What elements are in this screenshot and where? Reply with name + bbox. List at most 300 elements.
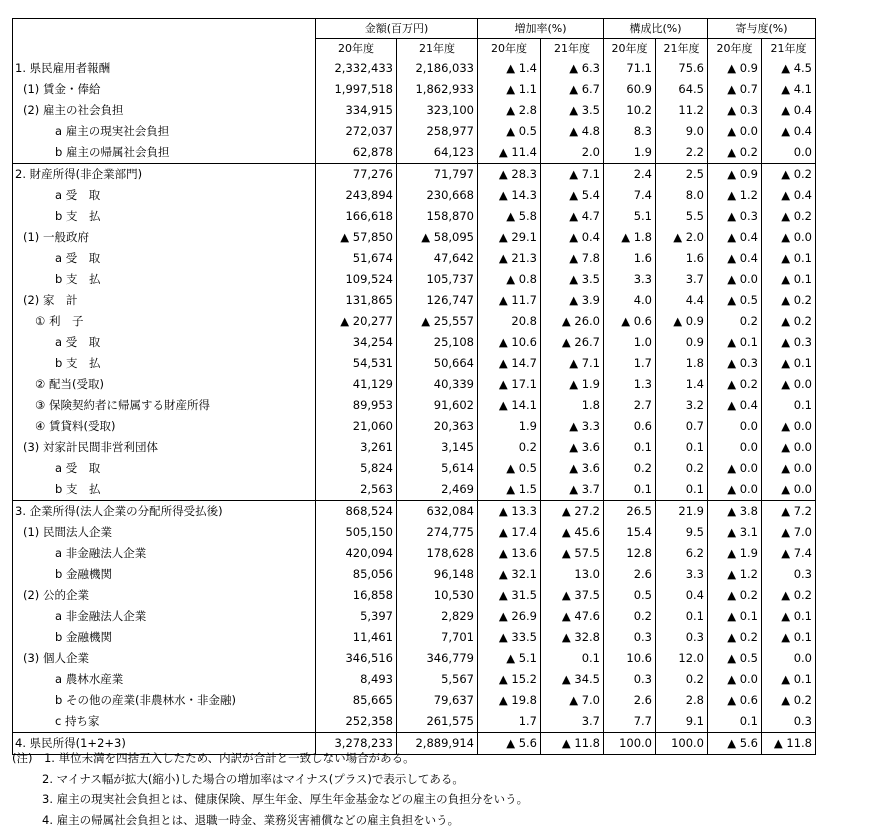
row-label: ③ 保険契約者に帰属する財産所得 xyxy=(35,398,210,412)
table-row xyxy=(13,142,816,164)
row-value: 1.4 xyxy=(656,374,708,395)
row-value: ▲ 31.5 xyxy=(478,585,541,606)
row-value: ▲ 0.0 xyxy=(708,479,762,501)
row-value: 100.0 xyxy=(656,733,708,755)
row-value: ▲ 6.7 xyxy=(541,79,604,100)
row-value: 0.0 xyxy=(708,416,762,437)
row-value: 0.0 xyxy=(708,437,762,458)
table-row xyxy=(13,627,816,648)
header-amount: 金額(百万円) xyxy=(316,19,478,39)
table-row xyxy=(13,501,816,523)
row-value: ▲ 32.1 xyxy=(478,564,541,585)
row-value: 0.3 xyxy=(656,627,708,648)
row-value: 0.1 xyxy=(604,479,656,501)
row-value: 8.0 xyxy=(656,185,708,206)
row-value: ▲ 13.6 xyxy=(478,543,541,564)
table-row xyxy=(13,374,816,395)
row-value: 0.1 xyxy=(656,606,708,627)
row-value: 243,894 xyxy=(316,185,397,206)
row-value: 41,129 xyxy=(316,374,397,395)
row-value: 8,493 xyxy=(316,669,397,690)
row-value: ▲ 0.5 xyxy=(478,458,541,479)
row-value: 0.3 xyxy=(604,669,656,690)
row-value: 0.3 xyxy=(604,627,656,648)
row-value: ▲ 0.2 xyxy=(708,585,762,606)
row-value: ▲ 0.7 xyxy=(708,79,762,100)
row-value: 2.0 xyxy=(541,142,604,164)
row-value: 1.0 xyxy=(604,332,656,353)
row-value: ▲ 0.8 xyxy=(478,269,541,290)
row-value: 5.5 xyxy=(656,206,708,227)
income-distribution-table xyxy=(12,18,816,755)
row-value: ▲ 14.3 xyxy=(478,185,541,206)
row-value: 0.7 xyxy=(656,416,708,437)
row-value: 2.4 xyxy=(604,164,656,186)
table-row xyxy=(13,648,816,669)
row-value: 21,060 xyxy=(316,416,397,437)
row-value: 274,775 xyxy=(397,522,478,543)
table-header xyxy=(13,19,816,59)
row-value: 109,524 xyxy=(316,269,397,290)
row-value: ▲ 0.1 xyxy=(762,627,816,648)
row-value: ▲ 26.9 xyxy=(478,606,541,627)
footnote-line: 3. 雇主の現実社会負担とは、健康保険、厚生年金、厚生年金基金などの雇主の負担分をいう。 xyxy=(42,792,529,806)
row-value: 0.6 xyxy=(604,416,656,437)
row-value: 1,997,518 xyxy=(316,79,397,100)
row-value: ▲ 45.6 xyxy=(541,522,604,543)
row-label: 2. 財産所得(非企業部門) xyxy=(13,164,316,186)
row-value: ▲ 0.4 xyxy=(708,227,762,248)
row-value: 632,084 xyxy=(397,501,478,523)
row-label: b 支 払 xyxy=(55,356,101,370)
row-value: ▲ 0.4 xyxy=(541,227,604,248)
table-row xyxy=(13,100,816,121)
row-value: ▲ 0.3 xyxy=(708,206,762,227)
row-value: ▲ 7.8 xyxy=(541,248,604,269)
row-value: 11.2 xyxy=(656,100,708,121)
row-value: 131,865 xyxy=(316,290,397,311)
row-value: 2,889,914 xyxy=(397,733,478,755)
row-value: ▲ 0.0 xyxy=(708,269,762,290)
row-value: 12.0 xyxy=(656,648,708,669)
row-value: 0.2 xyxy=(478,437,541,458)
row-value: ▲ 34.5 xyxy=(541,669,604,690)
row-value: ▲ 25,557 xyxy=(397,311,478,332)
row-value: ▲ 0.5 xyxy=(478,121,541,142)
row-value: ▲ 5.6 xyxy=(478,733,541,755)
row-value: ▲ 5.4 xyxy=(541,185,604,206)
row-value: 64,123 xyxy=(397,142,478,164)
header-growth-rate: 増加率(%) xyxy=(478,19,604,39)
row-value: 420,094 xyxy=(316,543,397,564)
row-value: 1,862,933 xyxy=(397,79,478,100)
row-value: 16,858 xyxy=(316,585,397,606)
row-value: ▲ 0.4 xyxy=(708,248,762,269)
row-value: ▲ 0.2 xyxy=(708,374,762,395)
row-value: 79,637 xyxy=(397,690,478,711)
row-value: 1.9 xyxy=(604,142,656,164)
table-row xyxy=(13,269,816,290)
row-value: 1.8 xyxy=(541,395,604,416)
table-row xyxy=(13,58,816,79)
row-value: 5,567 xyxy=(397,669,478,690)
row-value: 0.4 xyxy=(656,585,708,606)
row-value: 166,618 xyxy=(316,206,397,227)
row-value: 0.5 xyxy=(604,585,656,606)
row-value: ▲ 0.0 xyxy=(762,227,816,248)
row-value: ▲ 0.3 xyxy=(708,100,762,121)
row-value: 158,870 xyxy=(397,206,478,227)
row-value: 6.2 xyxy=(656,543,708,564)
row-label: 1. 県民雇用者報酬 xyxy=(15,61,111,75)
row-value: 0.1 xyxy=(656,479,708,501)
row-value: ▲ 0.0 xyxy=(762,416,816,437)
row-value: ▲ 19.8 xyxy=(478,690,541,711)
row-value: 252,358 xyxy=(316,711,397,733)
row-value: ▲ 1.9 xyxy=(708,543,762,564)
row-value: ▲ 0.1 xyxy=(762,606,816,627)
table-row xyxy=(13,416,816,437)
row-value: 71.1 xyxy=(604,58,656,79)
row-value: ▲ 0.6 xyxy=(604,311,656,332)
row-value: 2,469 xyxy=(397,479,478,501)
header-year: 20年度 xyxy=(604,39,656,59)
table-row xyxy=(13,79,816,100)
footnote-prefix: (注) xyxy=(12,751,33,765)
row-value: 0.3 xyxy=(762,564,816,585)
row-value: 0.0 xyxy=(762,648,816,669)
row-label: b 支 払 xyxy=(55,209,101,223)
row-label: a 受 取 xyxy=(55,251,101,265)
table-row xyxy=(13,164,816,186)
row-value: ▲ 26.0 xyxy=(541,311,604,332)
header-year: 21年度 xyxy=(397,39,478,59)
row-value: 0.1 xyxy=(541,648,604,669)
row-value: 0.2 xyxy=(604,606,656,627)
table-row xyxy=(13,606,816,627)
row-value: 0.2 xyxy=(708,311,762,332)
row-label: (1) 一般政府 xyxy=(23,230,89,244)
row-value: 1.3 xyxy=(604,374,656,395)
row-value: ▲ 3.9 xyxy=(541,290,604,311)
row-value: 261,575 xyxy=(397,711,478,733)
row-value: ▲ 13.3 xyxy=(478,501,541,523)
row-value: ▲ 4.5 xyxy=(762,58,816,79)
row-value: 5,614 xyxy=(397,458,478,479)
row-value: 50,664 xyxy=(397,353,478,374)
row-value: 15.4 xyxy=(604,522,656,543)
income-table-container xyxy=(12,18,816,755)
row-value: 51,674 xyxy=(316,248,397,269)
row-label: (1) 民間法人企業 xyxy=(23,525,112,539)
row-value: ▲ 2.0 xyxy=(656,227,708,248)
row-label: a 非金融法人企業 xyxy=(55,546,147,560)
row-value: ▲ 58,095 xyxy=(397,227,478,248)
row-label: a 農林水産業 xyxy=(55,672,124,686)
table-row xyxy=(13,711,816,733)
row-value: ▲ 3.3 xyxy=(541,416,604,437)
row-label: b 支 払 xyxy=(55,482,101,496)
row-value: 62,878 xyxy=(316,142,397,164)
row-label: 3. 企業所得(法人企業の分配所得受払後) xyxy=(13,501,316,523)
header-year: 21年度 xyxy=(762,39,816,59)
row-value: ▲ 11.8 xyxy=(762,733,816,755)
row-value: ▲ 17.4 xyxy=(478,522,541,543)
header-composition: 構成比(%) xyxy=(604,19,708,39)
row-value: 10.2 xyxy=(604,100,656,121)
row-value: 10.6 xyxy=(604,648,656,669)
header-year: 20年度 xyxy=(316,39,397,59)
row-value: ▲ 4.7 xyxy=(541,206,604,227)
row-value: ▲ 0.1 xyxy=(708,332,762,353)
row-value: ▲ 0.2 xyxy=(762,206,816,227)
row-value: 85,056 xyxy=(316,564,397,585)
row-value: ▲ 4.8 xyxy=(541,121,604,142)
row-value: 91,602 xyxy=(397,395,478,416)
row-label: (3) 対家計民間非営利団体 xyxy=(23,440,158,454)
row-value: ▲ 0.1 xyxy=(762,248,816,269)
row-value: 0.2 xyxy=(656,458,708,479)
header-year: 20年度 xyxy=(478,39,541,59)
table-row xyxy=(13,353,816,374)
row-value: 26.5 xyxy=(604,501,656,523)
table-row xyxy=(13,458,816,479)
row-value: ▲ 26.7 xyxy=(541,332,604,353)
row-value: 2.6 xyxy=(604,564,656,585)
row-value: 1.6 xyxy=(656,248,708,269)
row-value: ▲ 11.8 xyxy=(541,733,604,755)
row-value: 47,642 xyxy=(397,248,478,269)
row-value: ▲ 0.3 xyxy=(762,332,816,353)
row-value: 230,668 xyxy=(397,185,478,206)
row-value: ▲ 7.0 xyxy=(762,522,816,543)
footnote-line: 4. 雇主の帰属社会負担とは、退職一時金、業務災害補償などの雇主負担をいう。 xyxy=(42,812,460,827)
footnotes xyxy=(12,748,528,830)
row-value: ▲ 1.8 xyxy=(604,227,656,248)
row-value: ▲ 29.1 xyxy=(478,227,541,248)
row-value: 178,628 xyxy=(397,543,478,564)
row-value: 0.2 xyxy=(604,458,656,479)
header-blank xyxy=(13,19,316,59)
header-year: 21年度 xyxy=(656,39,708,59)
table-row xyxy=(13,437,816,458)
row-value: 54,531 xyxy=(316,353,397,374)
row-value: 3.2 xyxy=(656,395,708,416)
row-value: 3.3 xyxy=(604,269,656,290)
row-value: ▲ 6.3 xyxy=(541,58,604,79)
row-label: a 雇主の現実社会負担 xyxy=(55,124,170,138)
table-row xyxy=(13,690,816,711)
row-value: ▲ 1.5 xyxy=(478,479,541,501)
row-value: 9.5 xyxy=(656,522,708,543)
table-row xyxy=(13,311,816,332)
row-value: ▲ 33.5 xyxy=(478,627,541,648)
row-value: 334,915 xyxy=(316,100,397,121)
row-value: ▲ 0.4 xyxy=(762,121,816,142)
row-value: 2.7 xyxy=(604,395,656,416)
row-value: ▲ 14.1 xyxy=(478,395,541,416)
row-value: 3,261 xyxy=(316,437,397,458)
row-value: ▲ 0.1 xyxy=(762,353,816,374)
row-value: ▲ 5.1 xyxy=(478,648,541,669)
row-value: 0.0 xyxy=(762,142,816,164)
row-value: ▲ 0.4 xyxy=(708,395,762,416)
row-value: 20.8 xyxy=(478,311,541,332)
row-label: b 雇主の帰属社会負担 xyxy=(55,145,170,159)
row-value: ▲ 3.5 xyxy=(541,269,604,290)
row-label: (1) 賃金・俸給 xyxy=(23,82,101,96)
row-label: ② 配当(受取) xyxy=(35,377,104,391)
row-value: 89,953 xyxy=(316,395,397,416)
row-label: b 金融機関 xyxy=(55,567,112,581)
row-value: ▲ 7.1 xyxy=(541,353,604,374)
row-value: ▲ 15.2 xyxy=(478,669,541,690)
row-value: 3,278,233 xyxy=(316,733,397,755)
header-contribution: 寄与度(%) xyxy=(708,19,816,39)
row-value: 60.9 xyxy=(604,79,656,100)
row-value: 3.3 xyxy=(656,564,708,585)
row-value: 346,779 xyxy=(397,648,478,669)
table-row xyxy=(13,395,816,416)
row-value: 2.5 xyxy=(656,164,708,186)
row-value: ▲ 0.9 xyxy=(708,58,762,79)
row-value: ▲ 0.4 xyxy=(762,185,816,206)
row-value: ▲ 0.2 xyxy=(762,290,816,311)
table-row xyxy=(13,206,816,227)
row-value: ▲ 0.2 xyxy=(762,690,816,711)
row-value: ▲ 0.3 xyxy=(708,353,762,374)
row-value: ▲ 27.2 xyxy=(541,501,604,523)
row-value: ▲ 2.8 xyxy=(478,100,541,121)
row-value: ▲ 1.9 xyxy=(541,374,604,395)
row-value: 1.6 xyxy=(604,248,656,269)
row-value: 2,332,433 xyxy=(316,58,397,79)
row-value: 0.3 xyxy=(762,711,816,733)
header-year: 21年度 xyxy=(541,39,604,59)
row-value: ▲ 21.3 xyxy=(478,248,541,269)
row-value: 126,747 xyxy=(397,290,478,311)
row-label: 4. 県民所得(1+2+3) xyxy=(13,733,316,755)
row-value: 1.7 xyxy=(604,353,656,374)
row-value: 5,824 xyxy=(316,458,397,479)
row-value: ▲ 11.7 xyxy=(478,290,541,311)
row-value: ▲ 1.4 xyxy=(478,58,541,79)
row-label: a 受 取 xyxy=(55,461,101,475)
row-value: ▲ 0.5 xyxy=(708,648,762,669)
table-row xyxy=(13,121,816,142)
table-row xyxy=(13,585,816,606)
row-value: ▲ 3.8 xyxy=(708,501,762,523)
table-row xyxy=(13,185,816,206)
row-value: ▲ 5.6 xyxy=(708,733,762,755)
row-value: 2,186,033 xyxy=(397,58,478,79)
footnote-line: 2. マイナス幅が拡大(縮小)した場合の増加率はマイナス(プラス)で表示してある。 xyxy=(42,771,464,786)
row-value: ▲ 7.4 xyxy=(762,543,816,564)
row-label: ① 利 子 xyxy=(35,314,84,328)
row-value: ▲ 0.0 xyxy=(762,374,816,395)
row-value: ▲ 0.6 xyxy=(708,690,762,711)
row-value: 3.7 xyxy=(541,711,604,733)
row-value: 96,148 xyxy=(397,564,478,585)
row-label: (2) 公的企業 xyxy=(23,588,89,602)
table-row xyxy=(13,522,816,543)
row-value: ▲ 28.3 xyxy=(478,164,541,186)
row-value: 9.0 xyxy=(656,121,708,142)
row-label: b 金融機関 xyxy=(55,630,112,644)
row-value: ▲ 0.9 xyxy=(708,164,762,186)
row-value: 7.7 xyxy=(604,711,656,733)
row-value: ▲ 0.1 xyxy=(762,269,816,290)
row-value: 3,145 xyxy=(397,437,478,458)
row-label: a 受 取 xyxy=(55,188,101,202)
table-row xyxy=(13,543,816,564)
row-value: ▲ 5.8 xyxy=(478,206,541,227)
row-value: 0.9 xyxy=(656,332,708,353)
row-value: ▲ 4.1 xyxy=(762,79,816,100)
table-row xyxy=(13,248,816,269)
row-label: c 持ち家 xyxy=(55,714,100,728)
row-value: ▲ 0.0 xyxy=(708,669,762,690)
row-label: a 非金融法人企業 xyxy=(55,609,147,623)
row-value: 21.9 xyxy=(656,501,708,523)
row-value: 0.1 xyxy=(656,437,708,458)
row-value: 10,530 xyxy=(397,585,478,606)
row-value: 0.2 xyxy=(656,669,708,690)
row-value: ▲ 57.5 xyxy=(541,543,604,564)
table-row xyxy=(13,332,816,353)
row-value: 77,276 xyxy=(316,164,397,186)
row-value: ▲ 0.1 xyxy=(708,606,762,627)
row-value: ▲ 17.1 xyxy=(478,374,541,395)
row-value: ▲ 47.6 xyxy=(541,606,604,627)
row-value: ▲ 0.2 xyxy=(762,585,816,606)
row-value: 8.3 xyxy=(604,121,656,142)
row-value: ▲ 3.6 xyxy=(541,458,604,479)
row-value: 75.6 xyxy=(656,58,708,79)
footnote-text: 1. 単位未満を四捨五入したため、内訳が合計と一致しない場合がある。 xyxy=(43,751,415,765)
row-value: 2,563 xyxy=(316,479,397,501)
row-value: 40,339 xyxy=(397,374,478,395)
row-value: ▲ 0.5 xyxy=(708,290,762,311)
row-value: 868,524 xyxy=(316,501,397,523)
row-value: 272,037 xyxy=(316,121,397,142)
table-row xyxy=(13,564,816,585)
row-value: ▲ 11.4 xyxy=(478,142,541,164)
row-value: ▲ 7.1 xyxy=(541,164,604,186)
row-value: ▲ 3.7 xyxy=(541,479,604,501)
row-value: ▲ 32.8 xyxy=(541,627,604,648)
row-value: 7,701 xyxy=(397,627,478,648)
row-value: 2.6 xyxy=(604,690,656,711)
row-label: b その他の産業(非農林水・非金融) xyxy=(55,693,236,707)
row-value: 20,363 xyxy=(397,416,478,437)
table-row xyxy=(13,227,816,248)
row-value: ▲ 3.1 xyxy=(708,522,762,543)
row-value: 1.7 xyxy=(478,711,541,733)
row-label: ④ 賃貸料(受取) xyxy=(35,419,116,433)
row-value: 323,100 xyxy=(397,100,478,121)
row-value: ▲ 0.2 xyxy=(708,142,762,164)
row-value: 5,397 xyxy=(316,606,397,627)
row-value: 25,108 xyxy=(397,332,478,353)
row-value: 0.1 xyxy=(762,395,816,416)
row-value: ▲ 0.9 xyxy=(656,311,708,332)
row-value: 2,829 xyxy=(397,606,478,627)
row-value: 505,150 xyxy=(316,522,397,543)
row-value: 105,737 xyxy=(397,269,478,290)
row-value: 0.1 xyxy=(708,711,762,733)
row-value: ▲ 57,850 xyxy=(316,227,397,248)
